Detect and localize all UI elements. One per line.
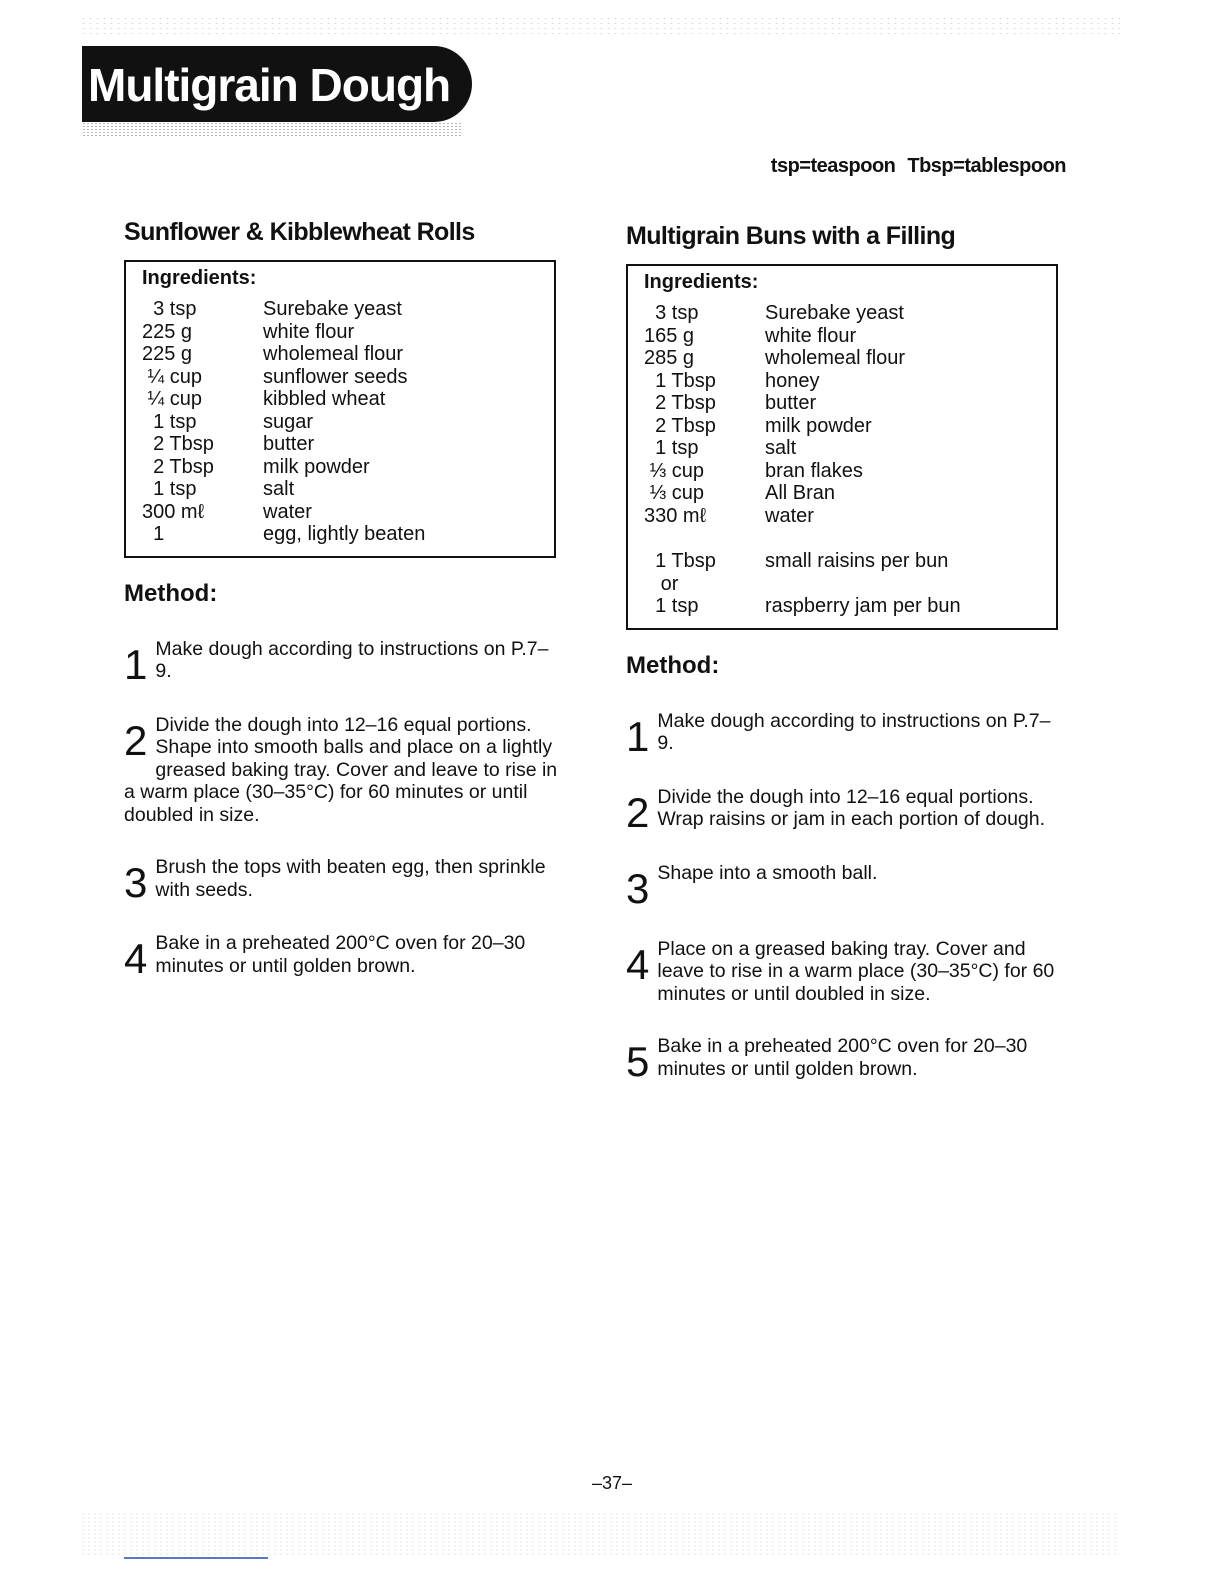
step-text: Bake in a preheated 200°C oven for 20–30 minutes or until golden brown. [155,932,526,977]
ingredient-row [142,366,540,389]
step-text: Divide the dough into 12–16 equal portions. Shape into smooth balls and place on a lightly greased baking tray. Cover and leave to rise in a warm place (30–35°C) for 60 minutes or until doubled in size. [124,713,558,826]
method-step [626,861,1066,912]
ingredient-quantity: ⅓ cup [644,482,705,504]
step-number: 2 [626,788,650,836]
recipe-title: Sunflower & Kibblewheat Rolls [124,218,475,246]
ingredient-row [142,523,540,546]
filling-row [644,550,1042,573]
ingredient-row [644,325,1042,348]
ingredient-name: sugar [263,410,314,433]
method-step [124,856,564,906]
ingredient-quantity: 3 tsp [142,298,197,320]
legend-tbsp: Tbsp=tablespoon [907,155,1066,177]
ingredient-quantity: 225 g [142,320,193,343]
abbreviation-legend [771,155,1066,178]
step-number: 1 [626,712,650,760]
step-number: 4 [626,940,650,988]
ingredient-quantity: 165 g [644,324,695,347]
ingredient-quantity: 330 mℓ [644,504,707,527]
recipe-column-left [124,218,564,982]
ingredient-name: wholemeal flour [765,347,906,369]
ingredients-box [626,264,1058,630]
ingredient-row [142,298,540,321]
filling-name: raspberry jam per bun [765,595,961,617]
ingredient-row [644,460,1042,483]
ingredient-name: water [765,504,814,527]
ingredient-quantity: 1 tsp [644,437,699,459]
step-text: Place on a greased baking tray. Cover and leave to rise in a warm place (30–35°C) for 60 minutes or until doubled in size. [657,937,1055,1005]
ingredient-row [644,370,1042,393]
ingredient-name: wholemeal flour [263,343,404,365]
recipe-title: Multigrain Buns with a Filling [626,222,956,250]
method-step [626,1035,1066,1085]
ingredient-name: sunflower seeds [263,365,408,388]
step-text: Make dough according to instructions on P.7–9. [657,709,1051,754]
ingredient-name: All Bran [765,482,836,504]
ingredient-quantity: 225 g [142,343,193,365]
ingredient-row [142,411,540,434]
method-heading: Method: [124,579,218,607]
ingredients-box [124,260,556,558]
ingredient-quantity: 1 Tbsp [644,369,716,392]
ingredient-quantity: ¼ cup [142,365,203,388]
ingredient-quantity: ¼ cup [142,388,203,410]
filling-row [644,595,1042,618]
ingredient-name: honey [765,369,820,392]
ingredient-quantity: 2 Tbsp [142,455,214,478]
ingredient-row [142,501,540,524]
method-step [626,785,1066,836]
ingredient-name: butter [765,392,817,414]
ingredient-name: Surebake yeast [263,298,402,320]
ingredient-quantity: 3 tsp [644,302,699,324]
ingredient-quantity: 1 tsp [142,478,197,500]
method-step [626,709,1066,760]
ingredient-row [644,347,1042,370]
ingredient-quantity: ⅓ cup [644,459,705,482]
step-text: Brush the tops with beaten egg, then sprinkle with seeds. [155,856,546,901]
ingredient-row [142,388,540,411]
filling-quantity: or [644,572,679,595]
step-number: 5 [626,1038,650,1085]
scan-noise-top [80,16,1120,38]
step-text: Shape into a smooth ball. [657,861,878,884]
ingredient-name: butter [263,433,315,455]
bottom-rule [124,1557,268,1559]
step-text: Divide the dough into 12–16 equal portions. Wrap raisins or jam in each portion of dough. [657,785,1046,830]
ingredient-quantity: 300 mℓ [142,500,205,523]
step-number: 2 [124,716,148,764]
method-step [124,714,564,827]
page-title-banner [82,46,472,122]
ingredient-name: salt [765,437,797,459]
ingredient-name: egg, lightly beaten [263,523,426,545]
ingredients-label: Ingredients: [142,267,257,289]
ingredient-name: kibbled wheat [263,388,386,410]
ingredient-name: milk powder [263,455,370,478]
ingredient-quantity: 2 Tbsp [142,433,214,455]
scan-noise-bottom [80,1512,1120,1556]
ingredient-quantity: 1 tsp [142,410,197,433]
ingredient-name: Surebake yeast [765,302,904,324]
ingredient-quantity: 2 Tbsp [644,392,716,414]
step-text: Make dough according to instructions on P.7–9. [155,637,549,682]
ingredient-quantity: 285 g [644,347,695,369]
filling-quantity: 1 Tbsp [644,550,716,572]
ingredient-name: bran flakes [765,459,863,482]
recipe-column-right [626,222,1066,1085]
method-step [124,932,564,982]
ingredient-row [142,478,540,501]
ingredient-row [644,415,1042,438]
ingredient-row [142,433,540,456]
ingredient-quantity: 2 Tbsp [644,414,716,437]
legend-tsp: tsp=teaspoon [770,155,896,177]
page-number: –37– [591,1473,633,1493]
ingredient-row [644,482,1042,505]
ingredient-name: salt [263,478,295,500]
ingredient-name: water [263,500,312,523]
ingredient-row [142,456,540,479]
ingredient-row [644,437,1042,460]
ingredient-row [644,302,1042,325]
ingredient-gap [644,527,1042,550]
step-text: Bake in a preheated 200°C oven for 20–30 minutes or until golden brown. [657,1035,1028,1080]
filling-row [644,573,1042,596]
ingredient-row [142,321,540,344]
step-number: 3 [626,864,650,912]
method-heading: Method: [626,651,720,679]
method-step [626,938,1066,1006]
step-number: 4 [124,935,148,982]
ingredients-label: Ingredients: [644,271,759,293]
ingredient-quantity: 1 [142,523,165,545]
ingredient-name: white flour [765,324,857,347]
step-number: 1 [124,640,148,688]
title-banner-shadow [82,122,462,136]
step-number: 3 [124,859,148,906]
ingredient-name: white flour [263,320,355,343]
ingredient-row [644,505,1042,528]
filling-quantity: 1 tsp [644,595,699,617]
ingredient-row [644,392,1042,415]
ingredient-row [142,343,540,366]
filling-name: small raisins per bun [765,550,949,572]
page-title: Multigrain Dough [88,59,451,111]
method-step [124,637,564,688]
ingredient-name: milk powder [765,414,872,437]
